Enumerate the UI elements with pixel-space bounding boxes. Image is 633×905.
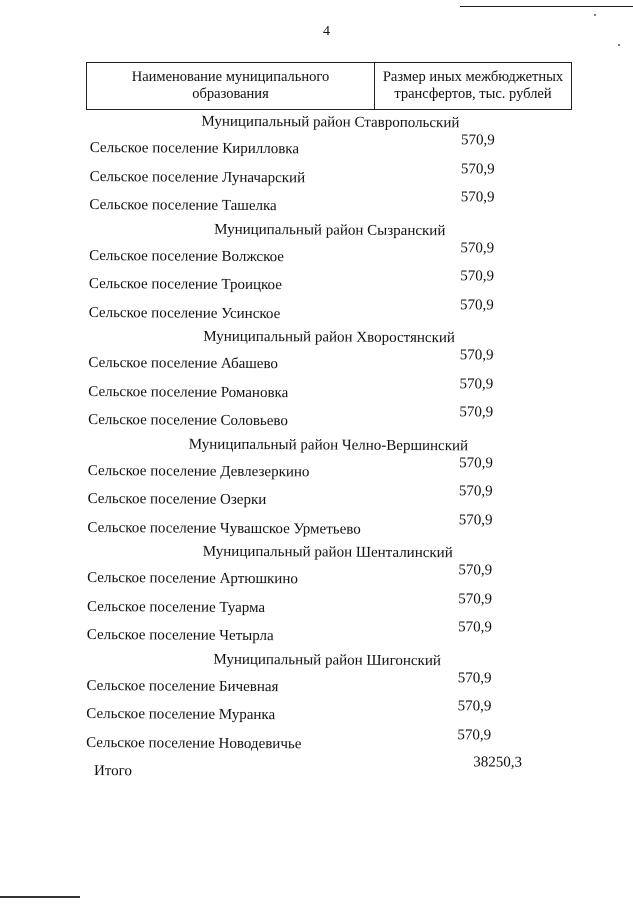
page-number: 4	[323, 24, 330, 39]
settlement-row	[0, 618, 630, 650]
footnote-line	[0, 896, 80, 898]
settlement-name: Сельское поселение Чувашское Урметьево	[87, 519, 361, 538]
settlement-amount: 570,9	[459, 404, 494, 421]
settlement-row	[0, 454, 631, 486]
settlement-name: Сельское поселение Соловьево	[88, 411, 288, 430]
settlement-amount: 570,9	[459, 347, 494, 364]
settlement-amount: 570,9	[458, 619, 492, 636]
settlement-amount: 570,9	[460, 268, 495, 285]
district-heading: Муниципальный район Челно-Вершинский	[188, 436, 469, 454]
district-heading: Муниципальный район Хворостянский	[203, 328, 456, 347]
settlement-amount: 570,9	[458, 483, 493, 500]
settlement-amount: 570,9	[459, 454, 493, 471]
district-heading: Муниципальный район Шенталинский	[202, 543, 453, 562]
settlement-name: Сельское поселение Ташелка	[89, 196, 277, 215]
settlement-row	[0, 296, 632, 328]
table-header	[86, 62, 572, 110]
settlement-row	[0, 590, 630, 622]
settlement-name: Сельское поселение Муранка	[86, 705, 276, 724]
district-heading: Муниципальный район Ставропольский	[201, 113, 460, 132]
settlement-row	[0, 511, 631, 543]
settlement-name: Сельское поселение Кирилловка	[89, 139, 300, 158]
settlement-row	[0, 131, 633, 163]
settlement-row	[0, 669, 630, 701]
settlement-name: Сельское поселение Артюшкино	[87, 569, 298, 588]
settlement-amount: 570,9	[459, 375, 494, 392]
settlement-name: Сельское поселение Четырла	[86, 626, 274, 645]
settlement-name: Сельское поселение Троицкое	[88, 275, 282, 294]
settlement-amount: 570,9	[460, 189, 495, 206]
district-heading: Муниципальный район Шигонский	[213, 651, 441, 669]
settlement-amount: 570,9	[460, 160, 495, 177]
settlement-row	[0, 403, 631, 435]
total-label: Итого	[93, 763, 132, 780]
header-amount-column: Размер иных межбюджетных трансфертов, тыс. рублей	[382, 69, 564, 102]
scan-speck	[594, 14, 596, 16]
settlement-row	[0, 482, 631, 514]
settlement-amount: 570,9	[458, 562, 493, 579]
settlement-amount: 570,9	[457, 698, 492, 715]
settlement-amount: 570,9	[458, 590, 493, 607]
district-heading: Муниципальный район Сызранский	[214, 221, 446, 239]
allocation-list	[0, 109, 633, 786]
settlement-row	[0, 697, 629, 729]
settlement-name: Сельское поселение Туарма	[86, 598, 266, 616]
settlement-name: Сельское поселение Абашево	[88, 354, 278, 373]
settlement-name: Сельское поселение Новодевичье	[86, 734, 302, 752]
total-row	[0, 754, 629, 786]
settlement-amount: 570,9	[458, 511, 493, 528]
settlement-name: Сельское поселение Романовка	[88, 383, 289, 401]
settlement-row	[0, 160, 633, 192]
settlement-name: Сельское поселение Бичевная	[86, 677, 279, 695]
settlement-amount: 570,9	[457, 669, 492, 686]
settlement-row	[0, 375, 631, 407]
settlement-row	[0, 561, 630, 593]
settlement-name: Сельское поселение Волжское	[89, 247, 285, 265]
settlement-row	[0, 267, 632, 299]
settlement-name: Сельское поселение Девлезеркино	[87, 462, 310, 480]
settlement-name: Сельское поселение Луначарский	[89, 168, 306, 186]
header-name-column: Наименование муниципального образования	[87, 63, 375, 109]
settlement-row	[0, 188, 633, 220]
settlement-name: Сельское поселение Озерки	[87, 490, 267, 509]
settlement-row	[0, 346, 632, 378]
settlement-amount: 570,9	[460, 239, 495, 256]
settlement-row	[0, 239, 632, 271]
settlement-amount: 570,9	[461, 132, 495, 149]
settlement-row	[0, 726, 629, 758]
scan-speck	[618, 44, 620, 46]
top-border-line	[460, 6, 633, 7]
settlement-amount: 570,9	[457, 726, 492, 743]
settlement-amount: 570,9	[460, 296, 494, 313]
settlement-name: Сельское поселение Усинское	[88, 304, 281, 322]
total-amount: 38250,3	[473, 754, 523, 771]
